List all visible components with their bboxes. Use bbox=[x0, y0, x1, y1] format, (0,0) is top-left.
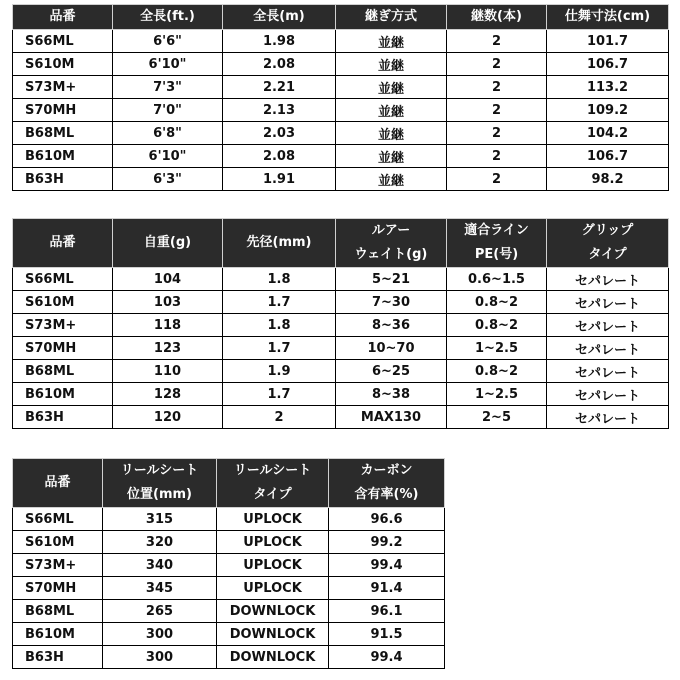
table-cell: 1.8 bbox=[223, 314, 336, 337]
table-cell: 10~70 bbox=[336, 337, 447, 360]
header-cell: 全長(m) bbox=[223, 5, 336, 30]
table-cell: 1.98 bbox=[223, 30, 336, 53]
model-cell: B63H bbox=[13, 168, 113, 191]
table-cell: 並継 bbox=[336, 30, 447, 53]
header-cell bbox=[13, 459, 103, 508]
model-cell: B68ML bbox=[13, 122, 113, 145]
header-line: タイプ bbox=[588, 247, 627, 262]
table-cell: セパレート bbox=[547, 268, 669, 291]
header-line: タイプ bbox=[253, 487, 292, 502]
table-cell: 110 bbox=[113, 360, 223, 383]
table-cell: 98.2 bbox=[547, 168, 669, 191]
table-cell: 96.1 bbox=[329, 600, 445, 623]
table-cell: 123 bbox=[113, 337, 223, 360]
table-cell: 2 bbox=[447, 145, 547, 168]
table-cell: 2 bbox=[447, 76, 547, 99]
table-cell: 2 bbox=[223, 406, 336, 429]
table-cell: 0.8~2 bbox=[447, 360, 547, 383]
table-cell: セパレート bbox=[547, 314, 669, 337]
table-cell: 128 bbox=[113, 383, 223, 406]
header-cell: 全長(ft.) bbox=[113, 5, 223, 30]
table-row bbox=[13, 337, 669, 360]
table-cell: 101.7 bbox=[547, 30, 669, 53]
table-cell: 0.8~2 bbox=[447, 291, 547, 314]
table-cell: 320 bbox=[103, 531, 217, 554]
table-cell: セパレート bbox=[547, 337, 669, 360]
table-cell: 118 bbox=[113, 314, 223, 337]
table-row bbox=[13, 145, 669, 168]
table-row bbox=[13, 554, 445, 577]
model-cell: S70MH bbox=[13, 577, 103, 600]
table-cell: 91.4 bbox=[329, 577, 445, 600]
table-cell: 2.03 bbox=[223, 122, 336, 145]
table-cell: セパレート bbox=[547, 383, 669, 406]
header-line: グリップ bbox=[581, 223, 634, 238]
table-cell: DOWNLOCK bbox=[217, 646, 329, 669]
table-cell: 7'0" bbox=[113, 99, 223, 122]
table-cell: 315 bbox=[103, 508, 217, 531]
header-cell bbox=[447, 219, 547, 268]
table-cell: 113.2 bbox=[547, 76, 669, 99]
table-cell: 1.9 bbox=[223, 360, 336, 383]
model-cell: S610M bbox=[13, 291, 113, 314]
table-cell: 2 bbox=[447, 99, 547, 122]
table-cell: 300 bbox=[103, 623, 217, 646]
table-cell: 120 bbox=[113, 406, 223, 429]
table-row bbox=[13, 623, 445, 646]
table-cell: 96.6 bbox=[329, 508, 445, 531]
table-row bbox=[13, 383, 669, 406]
table-cell: 2~5 bbox=[447, 406, 547, 429]
model-cell: S66ML bbox=[13, 30, 113, 53]
model-cell: S73M+ bbox=[13, 76, 113, 99]
table-cell: DOWNLOCK bbox=[217, 623, 329, 646]
table-row bbox=[13, 291, 669, 314]
table-cell: 2 bbox=[447, 168, 547, 191]
table-cell: 2 bbox=[447, 53, 547, 76]
table-cell: 6'6" bbox=[113, 30, 223, 53]
table-cell: 2 bbox=[447, 30, 547, 53]
table-cell: 7'3" bbox=[113, 76, 223, 99]
table-cell: 106.7 bbox=[547, 145, 669, 168]
model-cell: B63H bbox=[13, 406, 113, 429]
model-cell: B610M bbox=[13, 623, 103, 646]
spec-table-performance bbox=[12, 218, 669, 429]
table-cell: 2.08 bbox=[223, 145, 336, 168]
table-cell: 1.7 bbox=[223, 291, 336, 314]
header-line: 先径(mm) bbox=[246, 235, 312, 250]
header-cell bbox=[217, 459, 329, 508]
header-cell bbox=[103, 459, 217, 508]
table-row bbox=[13, 168, 669, 191]
table-cell: 並継 bbox=[336, 168, 447, 191]
header-line: ルアー bbox=[371, 223, 411, 238]
table-cell: UPLOCK bbox=[217, 531, 329, 554]
header-line: 品番 bbox=[44, 475, 71, 490]
table-row bbox=[13, 268, 669, 291]
header-cell: 品番 bbox=[13, 5, 113, 30]
table-cell: 104 bbox=[113, 268, 223, 291]
table-cell: 2.08 bbox=[223, 53, 336, 76]
table-cell: 1.91 bbox=[223, 168, 336, 191]
model-cell: S70MH bbox=[13, 99, 113, 122]
table-cell: セパレート bbox=[547, 291, 669, 314]
table-header-row bbox=[13, 459, 445, 508]
table-cell: 91.5 bbox=[329, 623, 445, 646]
table-row bbox=[13, 122, 669, 145]
table-cell: 300 bbox=[103, 646, 217, 669]
table-cell: 2.13 bbox=[223, 99, 336, 122]
spec-table-reel-seat bbox=[12, 458, 445, 669]
table-cell: セパレート bbox=[547, 360, 669, 383]
header-line: 品番 bbox=[49, 235, 76, 250]
header-line: ウェイト(g) bbox=[354, 247, 428, 262]
table-cell: 1~2.5 bbox=[447, 383, 547, 406]
table-cell: 2.21 bbox=[223, 76, 336, 99]
model-cell: S610M bbox=[13, 53, 113, 76]
table-row bbox=[13, 360, 669, 383]
model-cell: S70MH bbox=[13, 337, 113, 360]
table-row bbox=[13, 99, 669, 122]
header-line: 自重(g) bbox=[143, 235, 192, 250]
header-line: カーボン bbox=[360, 463, 413, 478]
header-line: 含有率(%) bbox=[354, 487, 419, 502]
table-row bbox=[13, 646, 445, 669]
table-cell: 7~30 bbox=[336, 291, 447, 314]
header-cell: 継数(本) bbox=[447, 5, 547, 30]
header-cell bbox=[13, 219, 113, 268]
header-cell bbox=[336, 219, 447, 268]
header-cell: 継ぎ方式 bbox=[336, 5, 447, 30]
table-cell: UPLOCK bbox=[217, 577, 329, 600]
model-cell: S73M+ bbox=[13, 554, 103, 577]
table-cell: 並継 bbox=[336, 76, 447, 99]
model-cell: S66ML bbox=[13, 508, 103, 531]
table-header-row bbox=[13, 219, 669, 268]
table-row bbox=[13, 577, 445, 600]
table-cell: 2 bbox=[447, 122, 547, 145]
table-cell: 5~21 bbox=[336, 268, 447, 291]
table-row bbox=[13, 508, 445, 531]
table-cell: 103 bbox=[113, 291, 223, 314]
header-cell bbox=[223, 219, 336, 268]
table-cell: 265 bbox=[103, 600, 217, 623]
model-cell: S610M bbox=[13, 531, 103, 554]
table-cell: 8~36 bbox=[336, 314, 447, 337]
table-cell: 104.2 bbox=[547, 122, 669, 145]
table-cell: 99.4 bbox=[329, 646, 445, 669]
table-row bbox=[13, 53, 669, 76]
table-cell: セパレート bbox=[547, 406, 669, 429]
model-cell: S66ML bbox=[13, 268, 113, 291]
header-line: PE(号) bbox=[474, 247, 519, 262]
model-cell: B610M bbox=[13, 145, 113, 168]
header-cell bbox=[547, 219, 669, 268]
header-cell bbox=[113, 219, 223, 268]
table-cell: DOWNLOCK bbox=[217, 600, 329, 623]
table-row bbox=[13, 406, 669, 429]
model-cell: B610M bbox=[13, 383, 113, 406]
header-line: リールシート bbox=[120, 463, 199, 478]
table-cell: 1.7 bbox=[223, 383, 336, 406]
table-header-row bbox=[13, 5, 669, 30]
table-cell: 106.7 bbox=[547, 53, 669, 76]
table-cell: 6'3" bbox=[113, 168, 223, 191]
spec-table-dimensions bbox=[12, 4, 669, 191]
model-cell: S73M+ bbox=[13, 314, 113, 337]
header-line: リールシート bbox=[233, 463, 312, 478]
table-cell: 6~25 bbox=[336, 360, 447, 383]
header-cell bbox=[329, 459, 445, 508]
table-row bbox=[13, 600, 445, 623]
table-cell: 並継 bbox=[336, 122, 447, 145]
table-cell: 並継 bbox=[336, 145, 447, 168]
table-cell: 並継 bbox=[336, 99, 447, 122]
header-line: 位置(mm) bbox=[127, 487, 192, 502]
table-cell: 99.2 bbox=[329, 531, 445, 554]
table-cell: 1.8 bbox=[223, 268, 336, 291]
header-cell: 仕舞寸法(cm) bbox=[547, 5, 669, 30]
table-cell: 109.2 bbox=[547, 99, 669, 122]
table-cell: 0.8~2 bbox=[447, 314, 547, 337]
table-cell: 0.6~1.5 bbox=[447, 268, 547, 291]
table-cell: 並継 bbox=[336, 53, 447, 76]
table-row bbox=[13, 76, 669, 99]
table-cell: 6'10" bbox=[113, 145, 223, 168]
table-cell: 340 bbox=[103, 554, 217, 577]
table-cell: 1~2.5 bbox=[447, 337, 547, 360]
table-cell: 1.7 bbox=[223, 337, 336, 360]
table-cell: 6'8" bbox=[113, 122, 223, 145]
table-row bbox=[13, 314, 669, 337]
table-row bbox=[13, 531, 445, 554]
table-cell: MAX130 bbox=[336, 406, 447, 429]
table-cell: UPLOCK bbox=[217, 508, 329, 531]
model-cell: B63H bbox=[13, 646, 103, 669]
model-cell: B68ML bbox=[13, 600, 103, 623]
table-cell: 99.4 bbox=[329, 554, 445, 577]
model-cell: B68ML bbox=[13, 360, 113, 383]
table-cell: UPLOCK bbox=[217, 554, 329, 577]
table-cell: 345 bbox=[103, 577, 217, 600]
table-cell: 8~38 bbox=[336, 383, 447, 406]
table-cell: 6'10" bbox=[113, 53, 223, 76]
header-line: 適合ライン bbox=[464, 223, 529, 238]
table-row bbox=[13, 30, 669, 53]
